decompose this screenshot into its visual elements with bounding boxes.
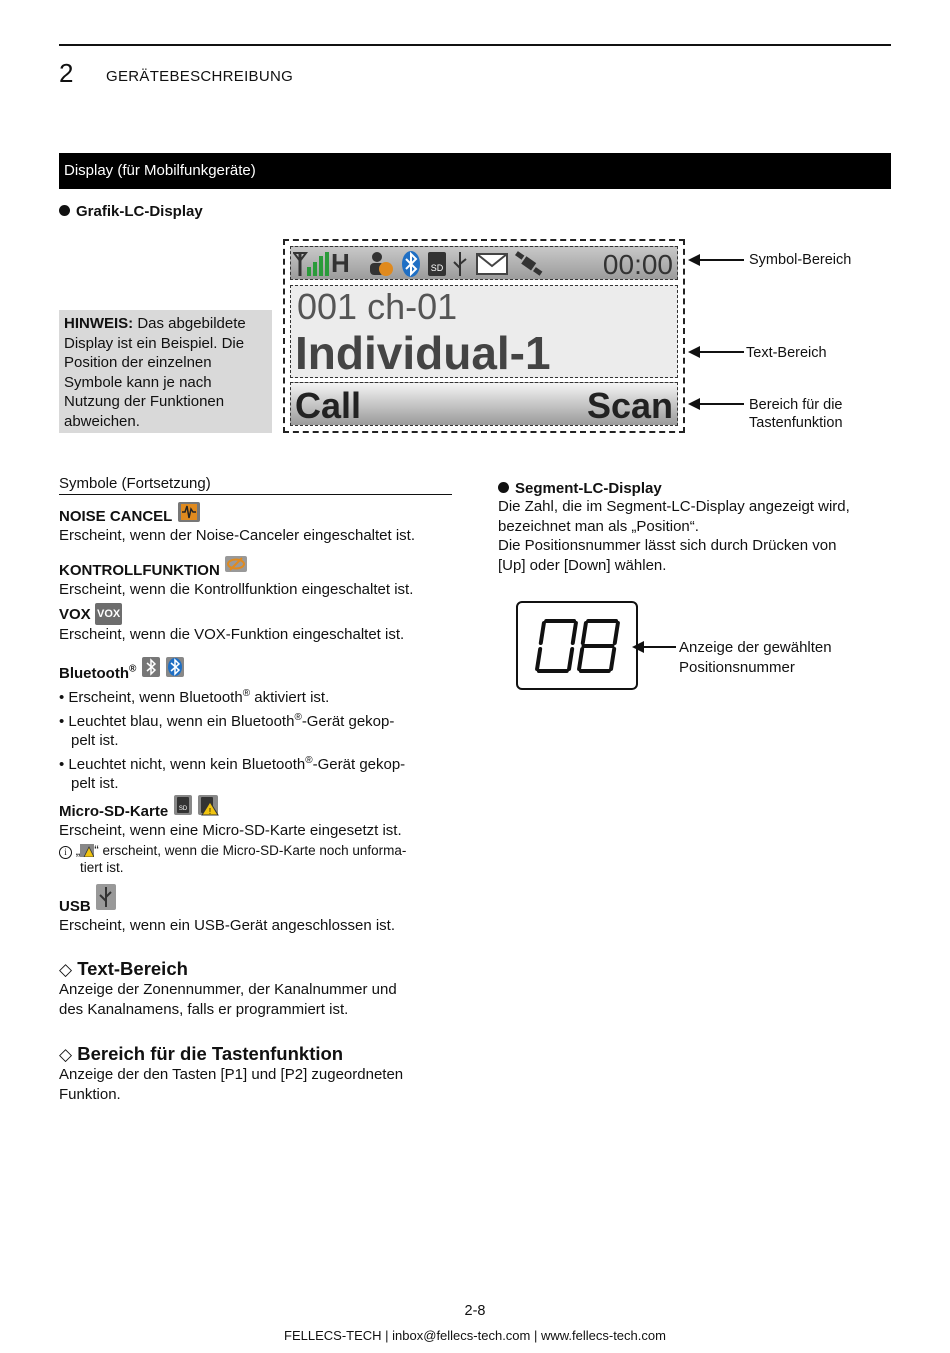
- svg-text:SD: SD: [430, 263, 444, 273]
- segment-label-line1: Anzeige der gewählten: [679, 639, 832, 656]
- grafik-heading: [59, 203, 203, 220]
- vox-title: VOX: [59, 606, 91, 623]
- diamond-icon: ◇: [59, 1045, 73, 1064]
- kontroll-title: KONTROLLFUNKTION: [59, 562, 220, 579]
- label-symbol-area: Symbol-Bereich: [749, 252, 852, 268]
- bluetooth-bullet-2-cont: pelt ist.: [71, 732, 119, 749]
- bluetooth-on-icon: [165, 656, 185, 678]
- sd-card-warning-icon: [197, 794, 219, 816]
- text-area-line2: des Kanalnamens, falls er programmiert ist.: [59, 1000, 349, 1018]
- person-icon: [367, 250, 395, 278]
- power-level-h: H: [331, 248, 350, 278]
- arrow-symbol-line: [698, 259, 744, 261]
- arrow-segment-line: [642, 646, 676, 648]
- key-area-heading: Bereich für die Tastenfunktion: [77, 1043, 344, 1064]
- lcd-time: 00:00: [602, 249, 673, 280]
- micro-sd-entry: [59, 794, 453, 876]
- label-key-area-line1: Bereich für die: [749, 397, 843, 413]
- label-key-area: [749, 396, 843, 432]
- note-box: [59, 310, 272, 433]
- vox-icon: VOX: [95, 603, 122, 625]
- sd-card-warning-inline-icon: [80, 844, 94, 857]
- footer-contact: FELLECS-TECH | inbox@fellecs-tech.com | www.fellecs-tech.com: [284, 1328, 666, 1343]
- graphic-lcd-display: [283, 239, 685, 433]
- bluetooth-bullet-2: • Leuchtet blau, wenn ein Bluetooth®-Gerät gekop-: [59, 711, 395, 730]
- vox-entry: [59, 603, 453, 645]
- usb-title: USB: [59, 898, 91, 915]
- kontroll-entry: [59, 555, 453, 600]
- key-area-line2: Funktion.: [59, 1085, 121, 1103]
- chapter-title: GERÄTEBESCHREIBUNG: [106, 68, 294, 85]
- sd-card-icon: [427, 250, 447, 278]
- text-area-line1: Anzeige der Zonennummer, der Kanalnummer und: [59, 981, 397, 998]
- bluetooth-title-reg: ®: [128, 663, 137, 675]
- lcd-text-area: [290, 285, 678, 378]
- lcd-symbol-area: [290, 246, 678, 280]
- bluetooth-bullet-3-cont: pelt ist.: [71, 775, 119, 792]
- key-area-line1: Anzeige der den Tasten [P1] und [P2] zugeordneten: [59, 1066, 404, 1083]
- usb-symbol-icon: [95, 883, 117, 911]
- noise-cancel-icon: [177, 501, 201, 523]
- bullet-dot: [498, 482, 509, 493]
- bluetooth-title: Bluetooth: [59, 665, 129, 682]
- bluetooth-entry: [59, 656, 453, 794]
- segment-line2: bezeichnet man als „Position“.: [498, 517, 699, 535]
- segment-label: [679, 638, 832, 677]
- arrow-text-line: [698, 351, 744, 353]
- header-rule: [59, 44, 891, 46]
- usb-desc: Erscheint, wenn ein USB-Gerät angeschlossen ist.: [59, 917, 395, 934]
- label-key-area-line2: Tastenfunktion: [749, 415, 843, 431]
- segment-label-line2: Positionsnummer: [679, 658, 795, 676]
- chapter-number: 2: [59, 58, 74, 88]
- kontroll-desc: Erscheint, wenn die Kontrollfunktion eingeschaltet ist.: [59, 581, 414, 598]
- label-text-area: Text-Bereich: [746, 345, 827, 361]
- bullet-dot: [59, 205, 70, 216]
- micro-sd-note: i „ “ erscheint, wenn die Micro-SD-Karte noch unforma- tiert ist.: [59, 842, 453, 876]
- gps-satellite-icon: [515, 250, 545, 278]
- usb-entry: [59, 883, 453, 936]
- noise-cancel-desc: Erscheint, wenn der Noise-Canceler eingeschaltet ist.: [59, 527, 416, 544]
- lcd-key-area: [290, 382, 678, 426]
- key-area-section: [59, 1043, 453, 1104]
- lcd-key-call: Call: [295, 385, 362, 426]
- segment-heading: Segment-LC-Display: [515, 480, 662, 497]
- vox-desc: Erscheint, wenn die VOX-Funktion eingeschaltet ist.: [59, 626, 405, 643]
- noise-cancel-entry: [59, 501, 453, 546]
- text-area-section: [59, 958, 453, 1019]
- bluetooth-bullet-1: • Erscheint, wenn Bluetooth® aktiviert ist.: [59, 688, 330, 706]
- micro-sd-desc: Erscheint, wenn eine Micro-SD-Karte eingesetzt ist.: [59, 822, 402, 839]
- svg-text:SD: SD: [178, 806, 187, 812]
- bluetooth-icon: [401, 250, 421, 278]
- segment-digits: [518, 603, 636, 688]
- segment-lcd-display: [516, 601, 638, 690]
- segment-lcd-section: [498, 480, 898, 575]
- bluetooth-bullets: [59, 684, 453, 794]
- section-title-bar: Display (für Mobilfunkgeräte): [59, 153, 891, 189]
- monitor-eye-icon: [224, 555, 248, 573]
- sd-card-icon: [173, 794, 193, 816]
- diamond-icon: ◇: [59, 960, 73, 979]
- micro-sd-note-cont: tiert ist.: [80, 859, 124, 875]
- noise-cancel-title: NOISE CANCEL: [59, 508, 173, 525]
- lcd-channel-line: 001 ch-01: [297, 286, 458, 327]
- symbols-heading: Symbole (Fortsetzung): [59, 475, 211, 492]
- page-number: 2-8: [464, 1303, 486, 1319]
- lcd-channel-name: Individual-1: [295, 327, 551, 379]
- message-icon: [475, 250, 509, 278]
- bluetooth-bullet-3: • Leuchtet nicht, wenn kein Bluetooth®-Gerät gekop-: [59, 754, 406, 773]
- arrow-keys-line: [698, 403, 744, 405]
- bluetooth-off-icon: [141, 656, 161, 678]
- svg-text:!: !: [208, 807, 212, 816]
- segment-line4: [Up] oder [Down] wählen.: [498, 556, 667, 574]
- text-area-heading: Text-Bereich: [77, 958, 188, 979]
- note-bold-label: HINWEIS:: [64, 315, 134, 332]
- info-icon: i: [59, 846, 72, 859]
- grafik-heading-text: Grafik-LC-Display: [76, 203, 203, 220]
- segment-line1: Die Zahl, die im Segment-LC-Display angezeigt wird,: [498, 498, 850, 515]
- usb-icon: [451, 250, 469, 278]
- symbols-heading-rule: [59, 494, 452, 495]
- note-text: Das abgebildete Display ist ein Beispiel. Die Position der einzelnen Symbole kann je nach Nutzung der Funktionen abweichen.: [64, 315, 246, 430]
- segment-line3: Die Positionsnummer lässt sich durch Drücken von: [498, 537, 837, 554]
- signal-icon: [293, 249, 413, 279]
- lcd-key-scan: Scan: [586, 385, 673, 426]
- micro-sd-title: Micro-SD-Karte: [59, 803, 169, 820]
